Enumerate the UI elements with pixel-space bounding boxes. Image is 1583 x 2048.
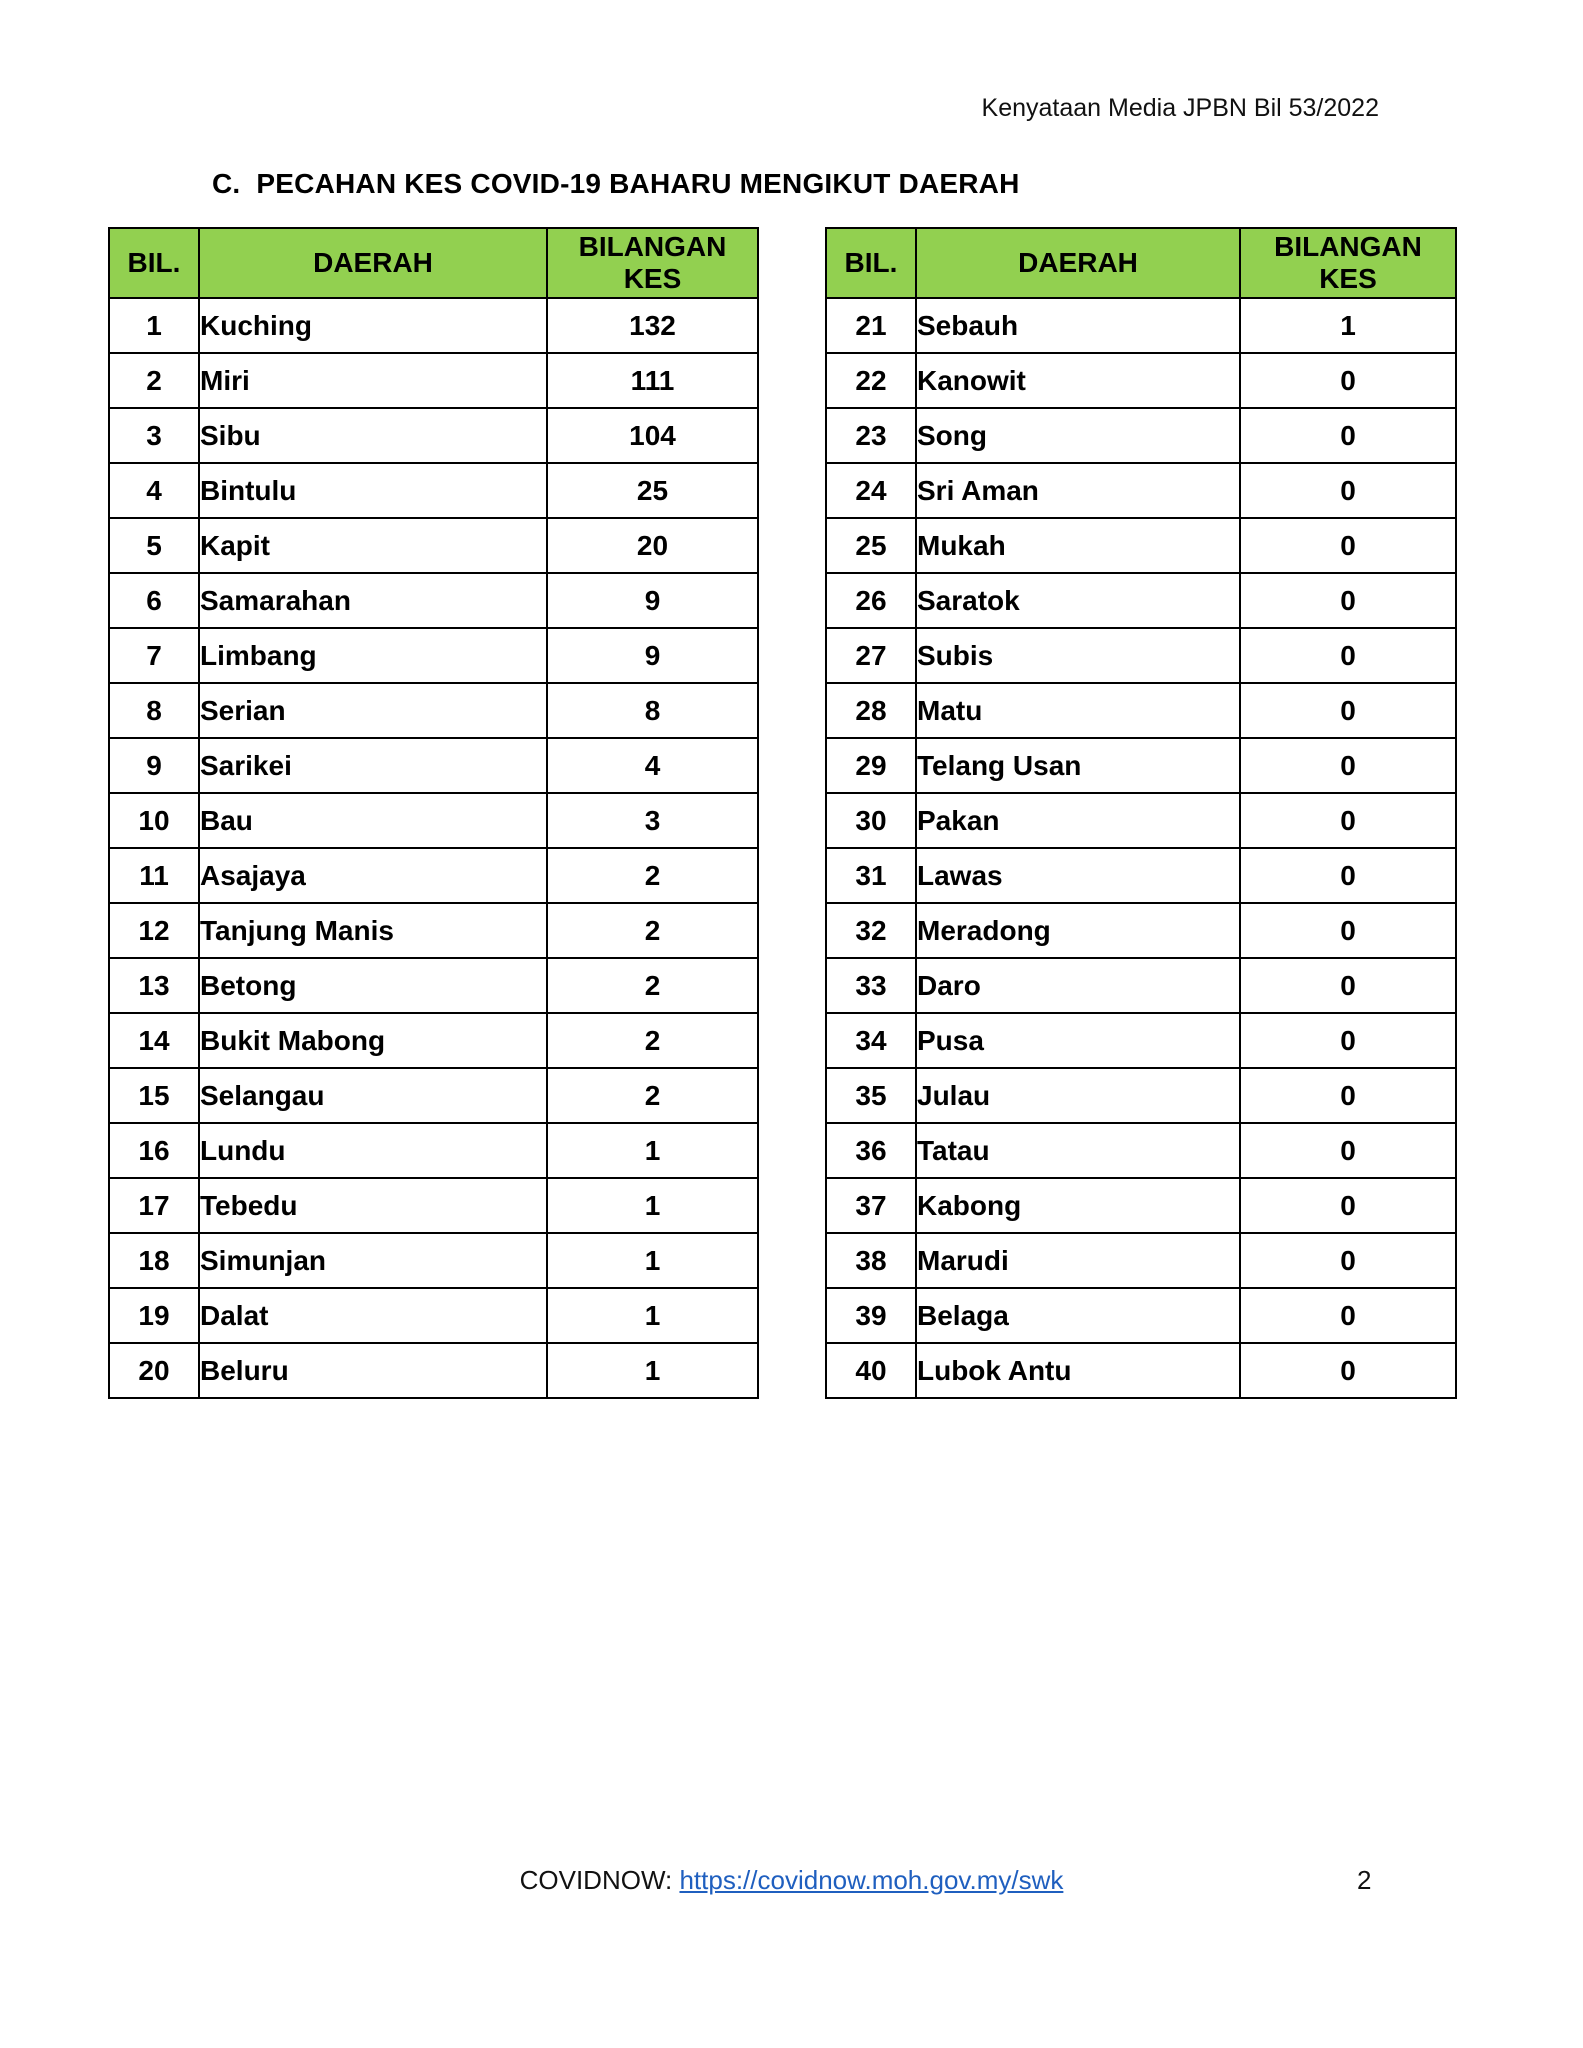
table-row [826,298,1456,353]
cell-daerah: Mukah [916,518,1240,573]
table-row [826,958,1456,1013]
cell-bil: 31 [826,848,916,903]
cell-bil: 34 [826,1013,916,1068]
cell-bil: 5 [109,518,199,573]
cell-bil: 14 [109,1013,199,1068]
cell-bil: 17 [109,1178,199,1233]
cell-daerah: Asajaya [199,848,547,903]
cell-bil: 37 [826,1178,916,1233]
cell-bilangan-kes: 0 [1240,903,1456,958]
cell-bilangan-kes: 0 [1240,1178,1456,1233]
cell-bilangan-kes: 0 [1240,1013,1456,1068]
cell-daerah: Lundu [199,1123,547,1178]
table-row [109,738,758,793]
cell-daerah: Kuching [199,298,547,353]
table-row [109,793,758,848]
cell-daerah: Sebauh [916,298,1240,353]
cell-bil: 27 [826,628,916,683]
table-row [826,793,1456,848]
cell-bilangan-kes: 0 [1240,958,1456,1013]
cell-bilangan-kes: 2 [547,958,758,1013]
section-heading [212,168,1020,200]
cell-daerah: Lubok Antu [916,1343,1240,1398]
table-row [826,1013,1456,1068]
cell-daerah: Pakan [916,793,1240,848]
column-header-line2: KES [623,263,682,294]
table-row [109,573,758,628]
cell-bil: 20 [109,1343,199,1398]
cell-daerah: Tanjung Manis [199,903,547,958]
cell-bil: 21 [826,298,916,353]
table-row [826,1288,1456,1343]
covidnow-link[interactable]: https://covidnow.moh.gov.my/swk [679,1865,1064,1895]
table-row [826,903,1456,958]
cell-bil: 6 [109,573,199,628]
cell-bilangan-kes: 1 [547,1178,758,1233]
cell-bil: 7 [109,628,199,683]
cell-bilangan-kes: 1 [547,1123,758,1178]
column-header-daerah: DAERAH [199,228,547,298]
cell-bilangan-kes: 9 [547,573,758,628]
cell-daerah: Dalat [199,1288,547,1343]
table-row [826,408,1456,463]
table-row [109,408,758,463]
cell-daerah: Beluru [199,1343,547,1398]
cell-bil: 3 [109,408,199,463]
running-header: Kenyataan Media JPBN Bil 53/2022 [981,94,1379,122]
cell-daerah: Sri Aman [916,463,1240,518]
cell-daerah: Saratok [916,573,1240,628]
cell-bil: 12 [109,903,199,958]
table-row [109,463,758,518]
cell-bilangan-kes: 4 [547,738,758,793]
cell-bilangan-kes: 0 [1240,738,1456,793]
table-row [109,1178,758,1233]
district-table-left [108,227,759,1399]
footer [0,1865,1583,1896]
cell-bilangan-kes: 0 [1240,463,1456,518]
cell-daerah: Pusa [916,1013,1240,1068]
cell-bilangan-kes: 2 [547,1013,758,1068]
district-table-right [825,227,1457,1399]
cell-bilangan-kes: 0 [1240,683,1456,738]
cell-bil: 11 [109,848,199,903]
table-row [826,628,1456,683]
column-header-line2: KES [1319,263,1377,294]
table-row [109,1233,758,1288]
cell-daerah: Julau [916,1068,1240,1123]
cell-bilangan-kes: 0 [1240,1068,1456,1123]
table-row [109,1343,758,1398]
cell-bilangan-kes: 20 [547,518,758,573]
table-row [109,518,758,573]
table-row [109,1013,758,1068]
cell-bilangan-kes: 132 [547,298,758,353]
cell-bilangan-kes: 1 [1240,298,1456,353]
table-row [109,353,758,408]
cell-bilangan-kes: 1 [547,1233,758,1288]
cell-daerah: Bintulu [199,463,547,518]
table-row [109,958,758,1013]
cell-bil: 30 [826,793,916,848]
cell-daerah: Matu [916,683,1240,738]
cell-daerah: Meradong [916,903,1240,958]
cell-bilangan-kes: 111 [547,353,758,408]
cell-daerah: Tatau [916,1123,1240,1178]
cell-daerah: Marudi [916,1233,1240,1288]
cell-bil: 13 [109,958,199,1013]
cell-daerah: Subis [916,628,1240,683]
table-row [826,1068,1456,1123]
cell-bilangan-kes: 0 [1240,518,1456,573]
cell-daerah: Betong [199,958,547,1013]
cell-daerah: Limbang [199,628,547,683]
table-row [109,1123,758,1178]
table-row [826,1343,1456,1398]
cell-bilangan-kes: 0 [1240,573,1456,628]
cell-bil: 40 [826,1343,916,1398]
cell-daerah: Belaga [916,1288,1240,1343]
cell-bilangan-kes: 1 [547,1343,758,1398]
table-row [109,1288,758,1343]
cell-bil: 28 [826,683,916,738]
cell-bilangan-kes: 8 [547,683,758,738]
cell-bil: 18 [109,1233,199,1288]
cell-bilangan-kes: 0 [1240,408,1456,463]
table-row [826,518,1456,573]
cell-bil: 36 [826,1123,916,1178]
column-header-daerah: DAERAH [916,228,1240,298]
cell-bil: 1 [109,298,199,353]
cell-daerah: Selangau [199,1068,547,1123]
column-header-bil: BIL. [826,228,916,298]
cell-bilangan-kes: 0 [1240,1343,1456,1398]
cell-bilangan-kes: 0 [1240,793,1456,848]
table-header-row [826,228,1456,298]
cell-bilangan-kes: 1 [547,1288,758,1343]
table-row [826,1233,1456,1288]
cell-bil: 8 [109,683,199,738]
cell-bil: 2 [109,353,199,408]
column-header-bilangan-kes [547,228,758,298]
table-row [826,848,1456,903]
footer-label: COVIDNOW: [519,1865,680,1895]
section-title: PECAHAN KES COVID-19 BAHARU MENGIKUT DAERAH [256,168,1020,199]
cell-bilangan-kes: 0 [1240,628,1456,683]
cell-daerah: Miri [199,353,547,408]
cell-bil: 24 [826,463,916,518]
cell-bil: 10 [109,793,199,848]
table-row [109,298,758,353]
cell-daerah: Telang Usan [916,738,1240,793]
cell-bil: 19 [109,1288,199,1343]
cell-daerah: Kapit [199,518,547,573]
cell-daerah: Kanowit [916,353,1240,408]
cell-bilangan-kes: 3 [547,793,758,848]
cell-bilangan-kes: 0 [1240,1123,1456,1178]
table-row [109,628,758,683]
table-body-left [109,298,758,1398]
cell-bil: 16 [109,1123,199,1178]
cell-bilangan-kes: 25 [547,463,758,518]
column-header-line1: BILANGAN [1274,231,1422,262]
cell-bil: 23 [826,408,916,463]
table-row [109,1068,758,1123]
column-header-bilangan-kes [1240,228,1456,298]
cell-bil: 29 [826,738,916,793]
table-row [109,683,758,738]
cell-daerah: Daro [916,958,1240,1013]
cell-daerah: Simunjan [199,1233,547,1288]
cell-bilangan-kes: 9 [547,628,758,683]
cell-daerah: Sarikei [199,738,547,793]
table-row [826,1178,1456,1233]
column-header-line1: BILANGAN [578,231,727,262]
cell-bil: 35 [826,1068,916,1123]
cell-bilangan-kes: 2 [547,903,758,958]
table-row [826,1123,1456,1178]
cell-bil: 26 [826,573,916,628]
table-body-right [826,298,1456,1398]
table-header-row [109,228,758,298]
cell-bil: 15 [109,1068,199,1123]
cell-bil: 32 [826,903,916,958]
cell-daerah: Kabong [916,1178,1240,1233]
cell-bilangan-kes: 0 [1240,848,1456,903]
cell-bilangan-kes: 0 [1240,353,1456,408]
cell-daerah: Lawas [916,848,1240,903]
cell-bil: 39 [826,1288,916,1343]
cell-bil: 9 [109,738,199,793]
table-row [826,353,1456,408]
cell-daerah: Bau [199,793,547,848]
cell-bil: 33 [826,958,916,1013]
cell-bilangan-kes: 0 [1240,1233,1456,1288]
section-letter: C. [212,168,241,199]
cell-daerah: Tebedu [199,1178,547,1233]
table-row [826,738,1456,793]
cell-bilangan-kes: 104 [547,408,758,463]
cell-bil: 22 [826,353,916,408]
table-row [109,848,758,903]
cell-daerah: Samarahan [199,573,547,628]
cell-bilangan-kes: 2 [547,848,758,903]
table-row [826,573,1456,628]
column-header-bil: BIL. [109,228,199,298]
cell-daerah: Song [916,408,1240,463]
cell-bil: 4 [109,463,199,518]
table-row [826,463,1456,518]
cell-bilangan-kes: 2 [547,1068,758,1123]
page-number: 2 [1357,1865,1372,1895]
table-row [109,903,758,958]
table-row [826,683,1456,738]
cell-bil: 25 [826,518,916,573]
cell-daerah: Sibu [199,408,547,463]
cell-daerah: Serian [199,683,547,738]
cell-bil: 38 [826,1233,916,1288]
cell-daerah: Bukit Mabong [199,1013,547,1068]
cell-bilangan-kes: 0 [1240,1288,1456,1343]
